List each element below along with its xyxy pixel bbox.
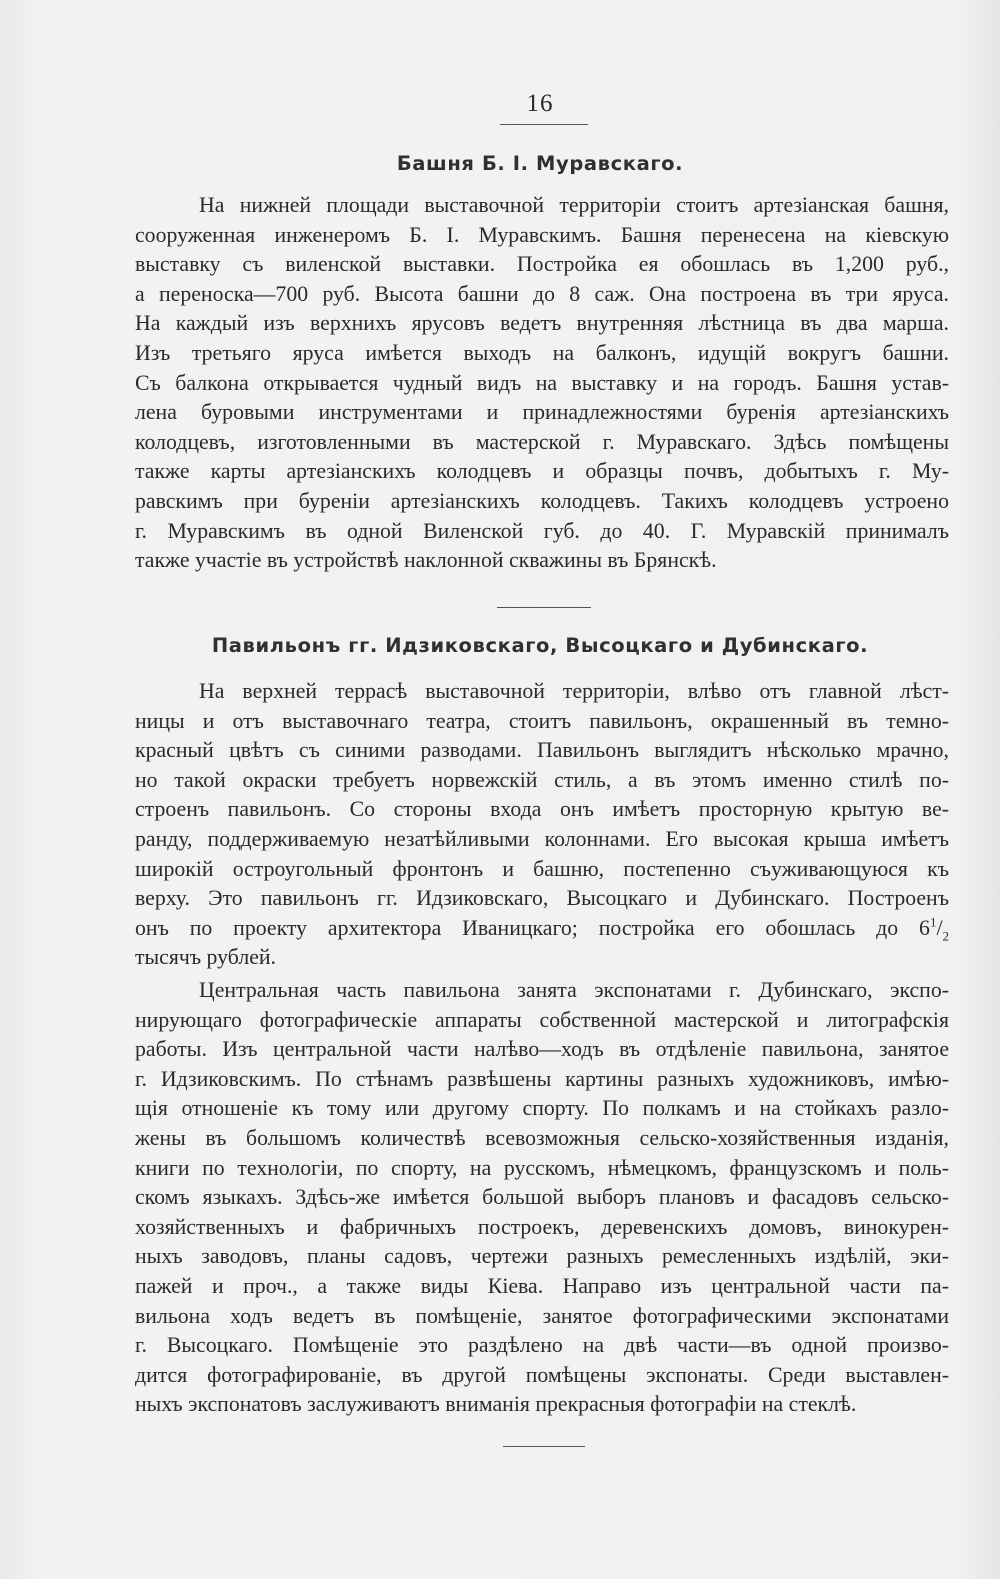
- text-line: Изъ третьяго яруса имѣется выходъ на балконъ, идущiй вокругъ башни.: [135, 340, 949, 365]
- text-line: тысячъ рублей.: [135, 945, 276, 970]
- paragraph-pavilion-interior: [135, 976, 949, 1420]
- text-line: ницы и отъ выставочнаго театра, стоитъ павильонъ, окрашенный въ темно-: [135, 708, 949, 733]
- text-line: красный цвѣтъ съ синими разводами. Павильонъ выглядитъ нѣсколько мрачно,: [135, 738, 949, 763]
- text-line: также карты артезiанскихъ колодцевъ и образцы почвъ, добытыхъ г. Му-: [135, 459, 949, 484]
- text-line: г. Идзиковскимъ. По стѣнамъ развѣшены картины разныхъ художниковъ, имѣю-: [135, 1066, 949, 1091]
- text-line: На каждый изъ верхнихъ ярусовъ ведетъ внутренняя лѣстница въ два марша.: [135, 311, 949, 336]
- text-line: вильона ходъ ведетъ въ помѣщенiе, занятое фотографическими экспонатами: [135, 1303, 949, 1328]
- text-line: На нижней площади выставочной территорiи стоитъ артезiанская башня,: [199, 193, 949, 217]
- paragraph-tower: [135, 191, 949, 576]
- section-title-tower: Башня Б. I. Муравскаго.: [396, 152, 684, 175]
- text-line: г. Высоцкаго. Помѣщенiе это раздѣлено на двѣ части—въ одной произво-: [135, 1333, 949, 1358]
- text-line: но такой окраски требуетъ норвежскiй стиль, а въ этомъ именно стилѣ по-: [135, 767, 949, 792]
- text-line: также участiе въ устройствѣ наклонной скважины въ Брянскѣ.: [135, 548, 717, 573]
- fraction-half: $^1/_2$: [929, 914, 949, 944]
- text-line: верху. Это павильонъ гг. Идзиковскаго, Высоцкаго и Дубинскаго. Построенъ: [135, 886, 949, 911]
- text-line: жены въ большомъ количествѣ всевозможныя сельско-хозяйственныя изданiя,: [135, 1125, 949, 1150]
- text-line: лена буровыми инструментами и принадлежностями буренiя артезiанскихъ: [135, 400, 949, 425]
- text-line: дится фотографированiе, въ другой помѣщены экспонаты. Среди выставлен-: [135, 1362, 949, 1387]
- text-line: На верхней террасѣ выставочной территорiи, влѣво отъ главной лѣст-: [199, 679, 949, 703]
- fraction-denominator: 2: [942, 928, 949, 944]
- fraction-numerator: 1: [929, 914, 937, 930]
- text-line: нирующаго фотографическiе аппараты собственной мастерской и литографскiя: [135, 1007, 949, 1032]
- text-line: работы. Изъ центральной части налѣво—ходъ въ отдѣленiе павильона, занятое: [135, 1037, 949, 1062]
- text-line: сооруженная инженеромъ Б. I. Муравскимъ. Башня перенесена на кiевскую: [135, 222, 949, 247]
- text-line: равскимъ при буренiи артезiанскихъ колодцевъ. Такихъ колодцевъ устроено: [135, 488, 949, 513]
- text-line: ранду, поддерживаемую незатѣйливыми колоннами. Его высокая крыша имѣетъ: [135, 826, 949, 851]
- text-line: онъ по проекту архитектора Иваницкаго; постройка его обошлась до $6^1/_2$: [135, 914, 949, 944]
- header-rule: [500, 124, 588, 125]
- text-line: книги по технологiи, по спорту, на русскомъ, нѣмецкомъ, французскомъ и поль-: [135, 1155, 949, 1180]
- text-line: широкiй остроугольный фронтонъ и башню, постепенно съуживающуюся къ: [135, 856, 949, 881]
- text-line: ныхъ экспонатовъ заслуживаютъ вниманiя прекрасныя фотографiи на стеклѣ.: [135, 1392, 857, 1417]
- text-line: щiя отношенiе къ тому или другому спорту. По полкамъ и на стойкахъ разло-: [135, 1096, 949, 1121]
- text-line: хозяйственныхъ и фабричныхъ построекъ, деревенскихъ домовъ, винокурен-: [135, 1214, 949, 1239]
- text-line: колодцевъ, изготовленными въ мастерской г. Муравскаго. Здѣсь помѣщены: [135, 429, 949, 454]
- text-line: ныхъ заводовъ, планы садовъ, чертежи разныхъ ремесленныхъ издѣлiй, эки-: [135, 1244, 949, 1269]
- paragraph-pavilion-exterior: [135, 677, 949, 973]
- page-number: 16: [526, 90, 554, 117]
- end-rule: [503, 1446, 585, 1447]
- text-line: г. Муравскимъ въ одной Виленской губ. до 40. Г. Муравскiй принималъ: [135, 518, 949, 543]
- text-line: Центральная часть павильона занята экспонатами г. Дубинскаго, экспо-: [199, 978, 949, 1002]
- text-line: пажей и проч., а также виды Кiева. Направо изъ центральной части па-: [135, 1273, 949, 1298]
- text-line: выставку съ виленской выставки. Постройка ея обошлась въ 1,200 руб.,: [135, 252, 949, 277]
- section-divider: [497, 607, 591, 608]
- text-line: Съ балкона открывается чудный видъ на выставку и на городъ. Башня устав-: [135, 370, 949, 395]
- section-title-pavilion: Павильонъ гг. Идзиковскаго, Высоцкаго и Дубинскаго.: [211, 634, 869, 657]
- text-line: а переноска—700 руб. Высота башни до 8 саж. Она построена въ три яруса.: [135, 281, 949, 306]
- text-line: строенъ павильонъ. Со стороны входа онъ имѣетъ просторную крытую ве-: [135, 797, 949, 822]
- text-line: скомъ языкахъ. Здѣсь-же имѣется большой выборъ плановъ и фасадовъ сельско-: [135, 1185, 949, 1210]
